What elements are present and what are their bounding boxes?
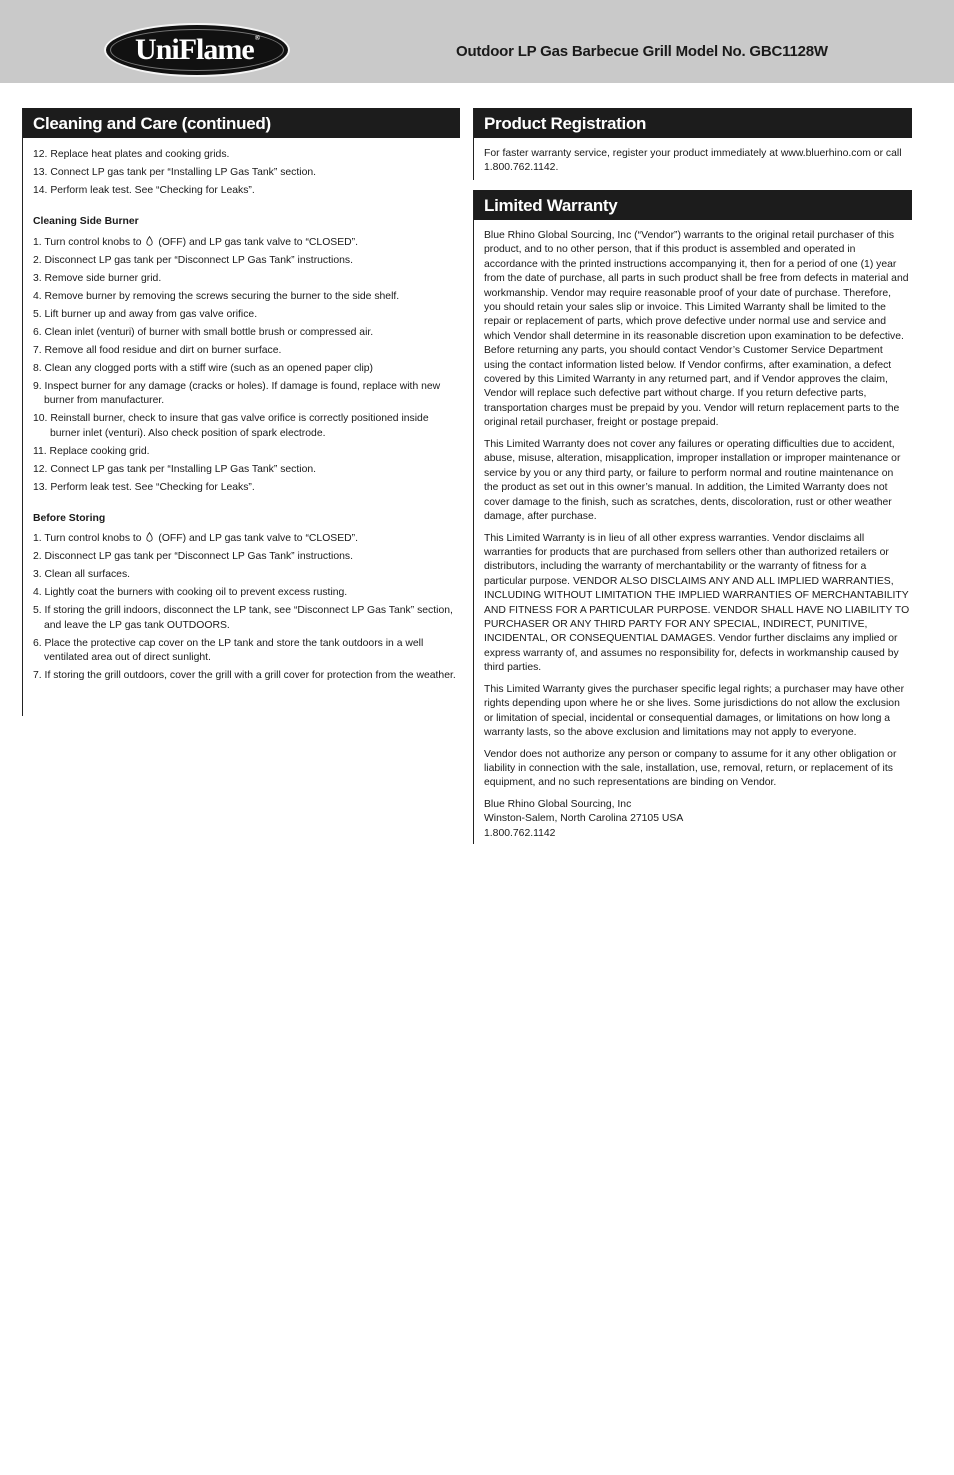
address-phone: 1.800.762.1142 bbox=[484, 827, 556, 839]
list-item: 12. Connect LP gas tank per “Installing LP Gas Tank” section. bbox=[33, 463, 317, 475]
warranty-paragraph: Vendor does not authorize any person or company to assume for it any other obligation or liability in connection with the sale, installation, use, removal, return, or replacement of its equipment, and no such representations are binding on Vendor. bbox=[484, 748, 897, 789]
list-item: 7. If storing the grill outdoors, cover the grill with a grill cover for protection from the weather. bbox=[33, 670, 456, 682]
list-item: 3. Clean all surfaces. bbox=[33, 569, 131, 581]
list-item: 2. Disconnect LP gas tank per “Disconnect LP Gas Tank” instructions. bbox=[33, 551, 353, 563]
address-company: Blue Rhino Global Sourcing, Inc bbox=[484, 798, 632, 810]
list-item: 12. Replace heat plates and cooking grids. bbox=[33, 149, 230, 160]
vendor-address bbox=[484, 798, 910, 841]
header-bar bbox=[0, 0, 954, 83]
flame-off-icon bbox=[146, 532, 153, 542]
list-item: 2. Disconnect LP gas tank per “Disconnect LP Gas Tank” instructions. bbox=[33, 254, 353, 266]
list-item: 9. Inspect burner for any damage (cracks or holes). If damage is found, replace with new burner from manufacturer. bbox=[33, 380, 441, 407]
limited-warranty-section bbox=[473, 190, 912, 844]
section-heading-cleaning: Cleaning and Care (continued) bbox=[23, 108, 460, 138]
list-item: 6. Place the protective cap cover on the LP tank and store the tank outdoors in a well ventilated area out of direct sunlight. bbox=[33, 637, 424, 664]
product-registration-section bbox=[473, 108, 912, 180]
list-item: 1. Turn control knobs to (OFF) and LP gas tank valve to “CLOSED”. bbox=[33, 236, 358, 248]
list-item: 7. Remove all food residue and dirt on burner surface. bbox=[33, 344, 282, 356]
subheading-side-burner: Cleaning Side Burner bbox=[33, 216, 139, 228]
list-item: 13. Perform leak test. See “Checking for Leaks”. bbox=[33, 481, 255, 493]
list-item: 5. Lift burner up and away from gas valve orifice. bbox=[33, 308, 258, 320]
list-item: 5. If storing the grill indoors, disconnect the LP tank, see “Disconnect LP Gas Tank” section, and leave the LP gas tank OUTDOORS. bbox=[33, 605, 453, 631]
list-item: 4. Remove burner by removing the screws securing the burner to the side shelf. bbox=[33, 290, 400, 302]
logo-text: UniFlame® bbox=[135, 33, 259, 66]
warranty-paragraph: Blue Rhino Global Sourcing, Inc (“Vendor”) warrants to the original retail purchaser of this product, and to no other person, that if this product is assembled and operated in accordance with the printed instructions accompanying it, then for a period of one (1) year from the date of purchase, all parts in such product shall be free from defects in material and workmanship. Vendor may require reasonable proof of your date of purchase. Therefore, you should retain your sales slip or invoice. This Limited Warranty shall be limited to the repair or replacement of parts, which prove defective under normal use and service and which Vendor shall determine in its reasonable discretion upon examination to be defective. Before returning any parts, you should contact Vendor’s Customer Service Department using the contact information listed below. If Vendor confirms, after examination, a defect covered by this Limited Warranty in any returned part, and if Vendor approves the claim, Vendor will replace such defective part without charge. If you return defective parts, transportation charges must be prepaid by you. Vendor will return replacement parts to the original retail purchaser, freight or postage prepaid. bbox=[484, 230, 909, 429]
warranty-paragraph: This Limited Warranty is in lieu of all other express warranties. Vendor disclaims all warranties for products that are purchased from sellers other than authorized retailers or distributors, including the warranty of merchantability or the warranty of fitness for a particular purpose. VENDOR ALSO DISCLAIMS ANY AND ALL IMPLIED WARRANTIES, INCLUDING WITHOUT LIMITATION THE IMPLIED WARRANTIES OF MERCHANTABILITY AND FITNESS FOR A PARTICULAR PURPOSE. VENDOR SHALL HAVE NO LIABILITY TO PURCHASER OR ANY THIRD PARTY FOR ANY SPECIAL, INDIRECT, PUNITIVE, INCIDENTAL, OR CONSEQUENTIAL DAMAGES. Vendor further disclaims any implied or express warranty of, and assumes no responsibility for, defects in workmanship caused by third parties. bbox=[484, 532, 910, 674]
list-item: 11. Replace cooking grid. bbox=[33, 445, 150, 457]
list-item: 6. Clean inlet (venturi) of burner with small bottle brush or compressed air. bbox=[33, 326, 374, 338]
page-title: Outdoor LP Gas Barbecue Grill Model No. GBC1128W bbox=[456, 43, 828, 60]
section-heading-warranty: Limited Warranty bbox=[474, 190, 912, 220]
warranty-paragraph: This Limited Warranty gives the purchaser specific legal rights; a purchaser may have other rights depending upon where he or she lives. Some jurisdictions do not allow the exclusion or limitation of special, incidental or consequential damages, or limitations on how long a warranty lasts, so the above exclusion and limitations may not apply to everyone. bbox=[484, 683, 905, 738]
flame-off-icon bbox=[146, 236, 153, 246]
address-city: Winston-Salem, North Carolina 27105 USA bbox=[484, 813, 684, 825]
subheading-before-storing: Before Storing bbox=[33, 513, 106, 525]
list-item: 10. Reinstall burner, check to insure that gas valve orifice is correctly positioned inside burner inlet (venturi). Also check position of spark electrode. bbox=[33, 413, 429, 439]
cleaning-steps-list bbox=[33, 148, 458, 198]
registration-text: For faster warranty service, register your product immediately at www.bluerhino.com or call 1.800.762.1142. bbox=[484, 148, 902, 174]
uniflame-logo bbox=[104, 23, 290, 77]
list-item: 14. Perform leak test. See “Checking for Leaks”. bbox=[33, 185, 255, 196]
side-burner-steps-list bbox=[33, 236, 458, 495]
cleaning-care-section bbox=[22, 108, 460, 716]
list-item: 8. Clean any clogged ports with a stiff wire (such as an opened paper clip) bbox=[33, 362, 374, 374]
storing-steps-list bbox=[33, 532, 458, 683]
warranty-paragraph: This Limited Warranty does not cover any failures or operating difficulties due to accident, abuse, misuse, alteration, misapplication, improper installation or improper maintenance or service by you or any third party, or failure to perform normal and routine maintenance on the product as set out in this owner’s manual. In addition, the Limited Warranty does not cover damage to the finish, such as scratches, dents, discoloration, rust or other weather damage, after purchase. bbox=[484, 438, 901, 522]
list-item: 1. Turn control knobs to (OFF) and LP gas tank valve to “CLOSED”. bbox=[33, 533, 358, 545]
list-item: 4. Lightly coat the burners with cooking oil to prevent excess rusting. bbox=[33, 587, 348, 599]
registered-mark: ® bbox=[254, 34, 259, 42]
section-heading-registration: Product Registration bbox=[474, 108, 912, 138]
list-item: 13. Connect LP gas tank per “Installing LP Gas Tank” section. bbox=[33, 167, 317, 178]
list-item: 3. Remove side burner grid. bbox=[33, 272, 162, 284]
